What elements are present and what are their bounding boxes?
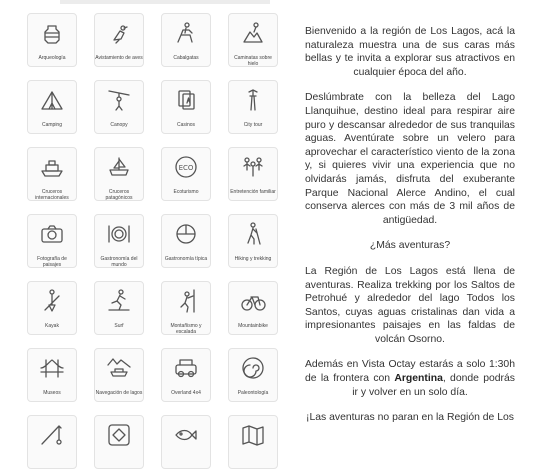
activity-label: Avistamiento de aves [95,55,143,61]
activity-tile[interactable] [161,80,211,134]
octay-text-c: , donde podrás ir y volver en un solo día. [352,373,515,398]
activity-label: Hiking y trekking [234,256,272,262]
pottery-icon [39,20,65,51]
activity-label: Museos [43,390,61,396]
tower-icon [240,87,266,118]
activity-tile[interactable] [27,415,77,469]
paragraph-adventures: La Región de Los Lagos está llena de aventuras. Realiza trekking por los Saltos de Petrohué y alrededor del lago Todos los Santos, cuyas aguas cristalinas dan vida a impresionantes paisajes en las faldas de volcán Osorno. [305,265,515,345]
activity-label: Mountainbike [238,323,268,329]
activity-label: Fotografía de paisajes [37,256,67,268]
activity-tile[interactable] [27,147,77,201]
activity-tile[interactable] [94,281,144,335]
activity-label: Kayak [45,323,59,329]
svg-text:ECO: ECO [178,164,194,172]
activity-tile[interactable] [94,348,144,402]
activity-tile[interactable] [228,13,278,67]
plate-icon [106,221,132,252]
paragraph-welcome: Bienvenido a la región de Los Lagos, acá la naturaleza muestra una de sus caras más bellas y te invita a explorar sus atractivos en cualquier época del año. [305,26,515,78]
activity-tile[interactable] [94,147,144,201]
activity-label: Cabalgatas [173,55,199,61]
activity-tile[interactable] [27,80,77,134]
activity-label: Navegación de lagos [95,390,143,396]
activity-label: Gastronomía del mundo [100,256,138,268]
activity-label: Casinos [176,122,196,128]
map-icon [240,422,266,453]
activity-label: Canopy [110,122,128,128]
zipline-icon [106,87,132,118]
activity-label: Cruceros internacionales [35,189,69,201]
activity-label: Surf [114,323,124,329]
paragraph-more: ¡Las aventuras no paran en la Región de Los [306,412,514,424]
bicycle-icon [240,288,266,319]
dish-icon [173,221,199,252]
fishing-icon [39,422,65,453]
activity-label: Camping [41,122,62,128]
activity-tile[interactable] [94,80,144,134]
bird-icon [106,20,132,51]
activity-label: Arqueología [38,55,66,61]
kayak-icon [39,288,65,319]
paragraph-question: ¿Más aventuras? [369,240,451,252]
activity-tile[interactable] [27,214,77,268]
argentina-bold: Argentina [394,373,443,385]
top-fade-bar [60,0,270,4]
activity-tile[interactable] [228,281,278,335]
activity-label: Ecoturismo [173,189,199,195]
boat-icon [106,154,132,185]
ice-hiking-icon [240,20,266,51]
horse-rider-icon [173,20,199,51]
activity-tile[interactable] [94,13,144,67]
cruise-ship-icon [39,154,65,185]
hiker-icon [240,221,266,252]
paragraph-octay [305,358,515,399]
diamond-icon [106,422,132,453]
bridge-icon [39,355,65,386]
activity-label: Entretención familiar [230,189,276,195]
paragraph-llanquihue: Deslúmbrate con la belleza del Lago Llanquihue, destino ideal para respirar aire puro y descansar alrededor de sus tranquilas aguas. Aventúrate sobre un velero para aprovechar el característico viento de la zona y, si quieres vivir una experiencia que no olvidarás jamás, disfruta del exuberante Parque Nacional Alerce Andino, el cual conserva alerces con más de 3 mil años de antigüedad. [305,92,515,226]
fish-icon [173,422,199,453]
family-icon [240,154,266,185]
camera-icon [39,221,65,252]
activity-tile[interactable] [161,214,211,268]
activity-tile[interactable] [27,281,77,335]
activity-label: City tour [243,122,263,128]
surfer-icon [106,288,132,319]
activity-tile[interactable] [228,80,278,134]
climber-icon [173,288,199,319]
lake-boat-icon [106,355,132,386]
activity-tile[interactable] [228,415,278,469]
activity-tile[interactable] [161,281,211,335]
activity-label: Montañismo y escalada [170,323,202,335]
activity-tile[interactable] [228,147,278,201]
activity-label: Caminatas sobre hielo [234,55,272,67]
activity-label: Paleontología [237,390,269,396]
tent-icon [39,87,65,118]
activity-tile[interactable] [161,147,211,201]
activity-tile[interactable] [27,348,77,402]
eco-icon [173,154,199,185]
jeep-icon [173,355,199,386]
intro-text [305,25,515,437]
activity-label: Overland 4x4 [171,390,201,396]
activity-tile[interactable] [161,348,211,402]
activity-tile[interactable] [27,13,77,67]
octay-text-a: Además en Vista Octay estarás a solo 1:30h de la frontera con [305,359,515,385]
activity-tile[interactable] [94,415,144,469]
activity-label: Gastronomía típica [164,256,208,262]
activity-label: Cruceros patagónicos [105,189,133,201]
fossil-icon [240,355,266,386]
activity-tile[interactable] [94,214,144,268]
activities-grid [27,13,277,469]
activity-tile[interactable] [228,348,278,402]
activity-tile[interactable] [161,13,211,67]
activity-tile[interactable] [161,415,211,469]
activity-tile[interactable] [228,214,278,268]
cards-icon [173,87,199,118]
